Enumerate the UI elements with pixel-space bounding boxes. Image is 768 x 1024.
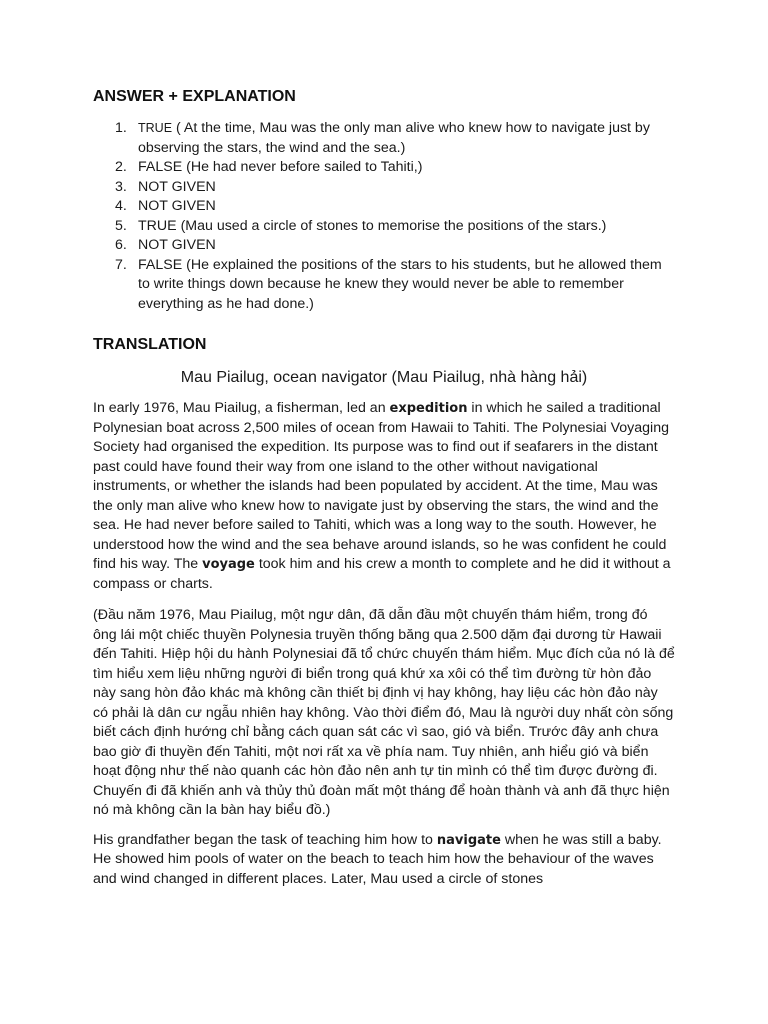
answer-label: TRUE (138, 121, 173, 135)
answer-number: 6. (115, 237, 127, 253)
answer-item-4 (93, 197, 675, 217)
paragraph-text: in which he sailed a traditional Polynesian boat across 2,500 miles of ocean from Hawaii to Tahiti. The Polynesiai Voyaging Society had organised the expedition. Its purpose was to find out if seafarers in the distant past could have found their way from one island to the other without navigational instruments, or whether the islands had been populated by accident. At the time, Mau was the only man alive who knew how to navigate just by observing the stars, the wind and the sea. He had never before sailed to Tahiti, which was a long way to the south. However, he understood how the wind and the sea behave around islands, so he was confident he could find his way. The (93, 400, 669, 572)
answer-number: 4. (115, 198, 127, 214)
paragraph-english-2 (93, 831, 675, 890)
keyword-voyage: voyage (202, 557, 255, 572)
answer-text: ( At the time, Mau was the only man alive who knew how to navigate just by observing the stars, the wind and the sea.) (138, 120, 650, 156)
answer-text: FALSE (He had never before sailed to Tahiti,) (138, 159, 423, 175)
paragraph-text: when he was still a baby. He showed him pools of water on the beach to teach him how the behaviour of the waves and wind changed in different places. Later, Mau used a circle of stones (93, 831, 662, 887)
answers-heading: ANSWER + EXPLANATION (93, 88, 296, 105)
story-title: Mau Piailug, ocean navigator (Mau Piailug, nhà hàng hải) (180, 369, 588, 386)
answer-item-2 (93, 158, 675, 178)
paragraph-text: His grandfather began the task of teaching him how to (93, 831, 437, 848)
answer-item-3 (93, 178, 675, 198)
paragraph-text: In early 1976, Mau Piailug, a fisherman, led an (93, 400, 390, 416)
paragraph-vietnamese-1: (Đầu năm 1976, Mau Piailug, một ngư dân, đã dẫn đầu một chuyến thám hiểm, trong đó ông lái một chiếc thuyền Polynesia truyền thống băng qua 2.500 dặm đại dương từ Hawaii đến Tahiti. Hiệp hội du hành Polynesiai đã tổ chức chuyến thám hiểm. Mục đích của nó là để tìm hiểu xem liệu những người đi biển trong quá khứ xa xôi có thể tìm đường từ hòn đảo này sang hòn đảo khác mà không cần thiết bị định vị hay không, hay liệu các hòn đảo này có phải là dân cư ngẫu nhiên hay không. Vào thời điểm đó, Mau là người duy nhất còn sống biết cách định hướng chỉ bằng cách quan sát các vì sao, gió và biển. Trước đây anh chưa bao giờ đi thuyền đến Tahiti, một nơi rất xa về phía nam. Tuy nhiên, anh hiểu gió và biển hoạt động như thế nào quanh các hòn đảo nên anh tự tin mình có thể tìm được đường đi. Chuyến đi đã khiến anh và thủy thủ đoàn mất một tháng để hoàn thành và anh đã thực hiện nó mà không cần la bàn hay biểu đồ.) (93, 607, 675, 818)
answer-number: 2. (115, 159, 127, 175)
answers-list (93, 119, 675, 314)
answer-text: NOT GIVEN (138, 178, 216, 195)
answer-item-6 (93, 236, 675, 256)
document-page (93, 86, 675, 889)
answer-item-5 (93, 217, 675, 237)
answer-number: 5. (115, 217, 127, 234)
answer-number: 1. (115, 120, 127, 136)
paragraph-english-1 (93, 399, 675, 594)
answer-number: 7. (115, 256, 127, 273)
keyword-expedition: expedition (389, 401, 468, 416)
answer-text: NOT GIVEN (138, 237, 216, 253)
answer-text: TRUE (Mau used a circle of stones to memorise the positions of the stars.) (138, 217, 607, 234)
paragraph-text: took him and his crew a month to complete and he did it without a compass or charts. (93, 556, 671, 592)
answer-text: FALSE (He explained the positions of the stars to his students, but he allowed them to write things down because he knew they would never be able to remember everything as he had done.) (138, 256, 662, 312)
answer-text: NOT GIVEN (138, 198, 216, 214)
translation-heading: TRANSLATION (93, 336, 207, 353)
keyword-navigate: navigate (436, 832, 501, 848)
answer-item-1 (93, 119, 675, 158)
answer-item-7 (93, 256, 675, 315)
answer-number: 3. (115, 178, 127, 195)
